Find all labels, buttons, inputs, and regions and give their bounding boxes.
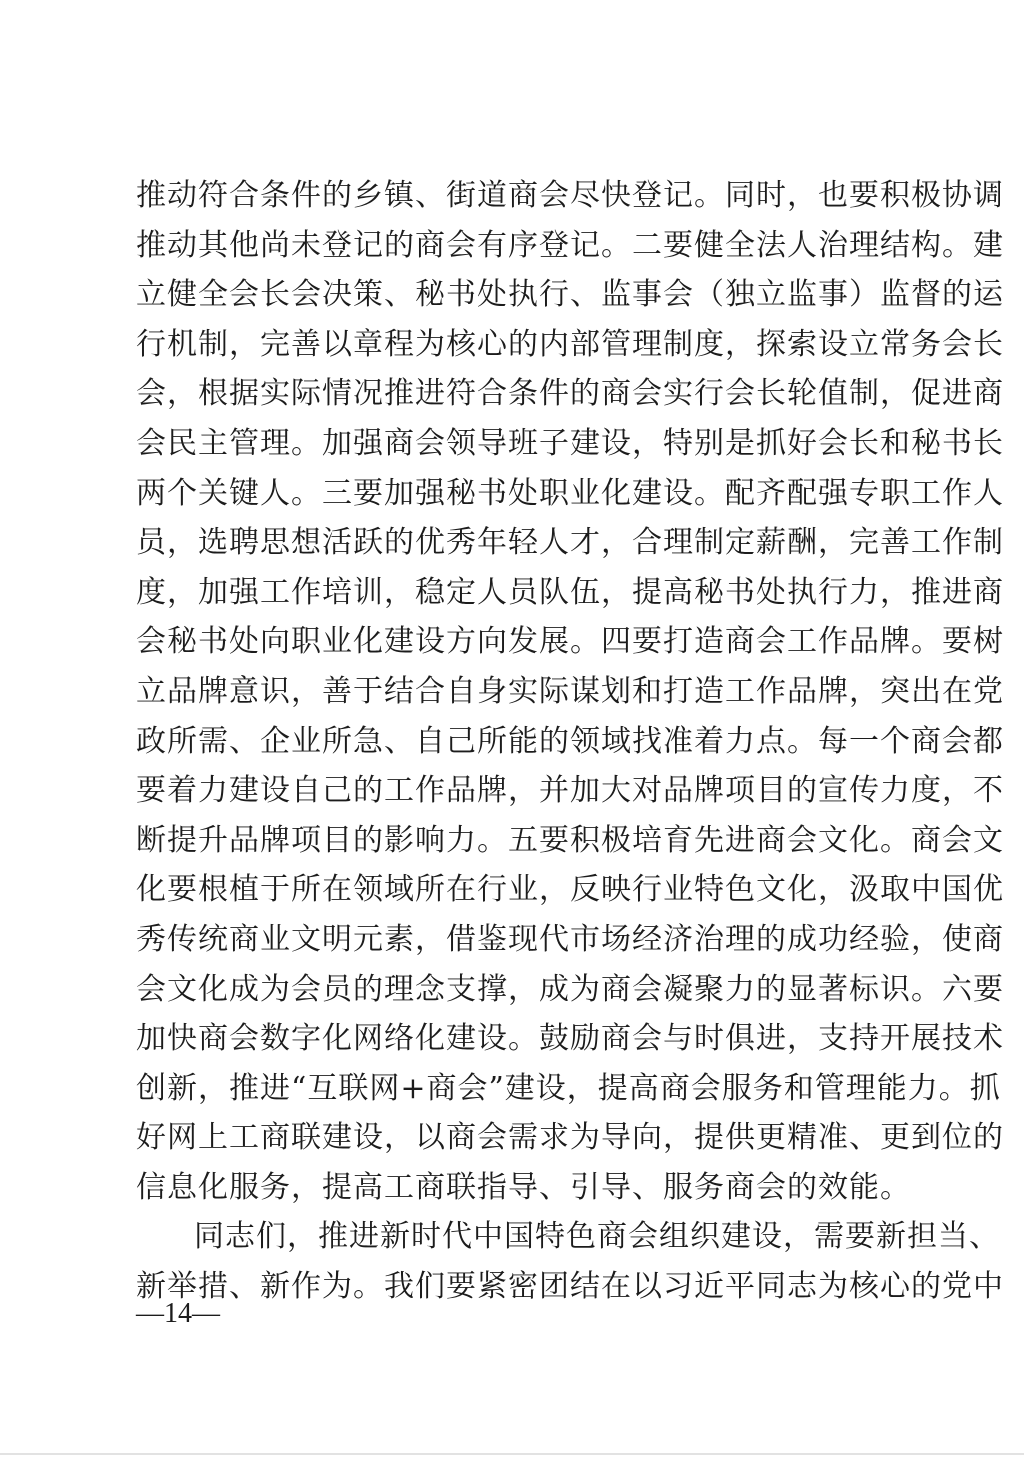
text-line: 推动符合条件的乡镇、街道商会尽快登记。同时，也要积极协调: [136, 178, 1004, 213]
page-divider: [0, 1453, 1024, 1455]
page-number: —14—: [136, 1298, 220, 1329]
text-line: 信息化服务，提高工商联指导、引导、服务商会的效能。: [136, 1169, 911, 1205]
text-line: 推动其他尚未登记的商会有序登记。二要健全法人治理结构。建: [136, 227, 1004, 263]
text-line: 化要根植于所在领域所在行业，反映行业特色文化，汲取中国优: [136, 872, 1004, 908]
text-line: 秀传统商业文明元素，借鉴现代市场经济治理的成功经验，使商: [136, 921, 1004, 957]
body-text: [136, 171, 1004, 1312]
text-line: 政所需、企业所急、自己所能的领域找准着力点。每一个商会都: [136, 723, 1004, 759]
text-line: 创新，推进“互联网+商会”建设，提高商会服务和管理能力。抓: [136, 1070, 1001, 1106]
text-line: 员，选聘思想活跃的优秀年轻人才，合理制定薪酬，完善工作制: [136, 525, 1004, 561]
text-line: 行机制，完善以章程为核心的内部管理制度，探索设立常务会长: [136, 326, 1004, 362]
text-line: 会，根据实际情况推进符合条件的商会实行会长轮值制，促进商: [136, 376, 1004, 412]
text-line: 两个关键人。三要加强秘书处职业化建设。配齐配强专职工作人: [136, 475, 1004, 511]
text-line: 会秘书处向职业化建设方向发展。四要打造商会工作品牌。要树: [136, 624, 1004, 660]
paragraph-start-line: 同志们，推进新时代中国特色商会组织建设，需要新担当、: [194, 1219, 1000, 1255]
text-line: 立品牌意识，善于结合自身实际谋划和打造工作品牌，突出在党: [136, 673, 1004, 709]
text-line: 会民主管理。加强商会领导班子建设，特别是抓好会长和秘书长: [136, 425, 1004, 461]
text-line: 新举措、新作为。我们要紧密团结在以习近平同志为核心的党中: [136, 1269, 1004, 1305]
text-line: 加快商会数字化网络化建设。鼓励商会与时俱进，支持开展技术: [136, 1021, 1004, 1057]
text-line: 会文化成为会员的理念支撑，成为商会凝聚力的显著标识。六要: [136, 971, 1004, 1007]
text-line: 好网上工商联建设，以商会需求为导向，提供更精准、更到位的: [136, 1120, 1004, 1156]
text-line: 要着力建设自己的工作品牌，并加大对品牌项目的宣传力度，不: [136, 773, 1004, 809]
text-line: 立健全会长会决策、秘书处执行、监事会（独立监事）监督的运: [136, 277, 1004, 313]
text-line: 度，加强工作培训，稳定人员队伍，提高秘书处执行力，推进商: [136, 574, 1004, 610]
text-line: 断提升品牌项目的影响力。五要积极培育先进商会文化。商会文: [136, 822, 1004, 858]
